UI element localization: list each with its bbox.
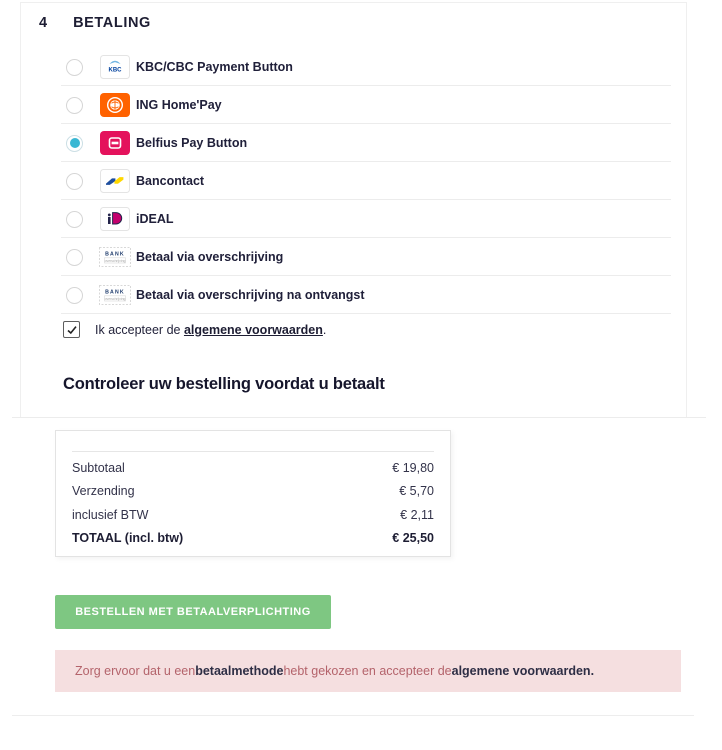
radio-button[interactable]: [66, 249, 83, 266]
checkmark-icon: [66, 324, 78, 336]
step-number: 4: [39, 15, 48, 31]
bank-transfer-logo-icon: [97, 247, 133, 267]
kbc-logo-text: KBC: [108, 67, 122, 74]
radio-button[interactable]: [66, 59, 83, 76]
payment-option-label: Bancontact: [136, 174, 205, 188]
section-title: BETALING: [73, 15, 151, 31]
payment-option-ing[interactable]: [21, 86, 686, 124]
radio-button[interactable]: [66, 211, 83, 228]
order-summary-box: [55, 430, 451, 557]
ideal-logo-icon: [97, 207, 133, 231]
ing-logo-icon: [97, 93, 133, 117]
radio-button[interactable]: [66, 287, 83, 304]
warning-emphasis-terms: algemene voorwaarden: [451, 664, 591, 678]
summary-top-rule: [72, 451, 434, 452]
summary-value: € 5,70: [399, 484, 434, 499]
terms-text-after: .: [322, 322, 327, 337]
payment-option-label: ING Home'Pay: [136, 98, 222, 112]
summary-label: Verzending: [72, 484, 135, 499]
payment-option-label: Betaal via overschrijving na ontvangst: [136, 288, 365, 302]
kbc-logo-icon: [97, 55, 133, 79]
payment-option-bank-transfer-after-receipt[interactable]: [21, 276, 686, 314]
radio-button[interactable]: [66, 97, 83, 114]
payment-option-label: KBC/CBC Payment Button: [136, 60, 293, 74]
warning-text: Zorg ervoor dat u een: [75, 664, 196, 678]
bank-logo-text: BANK: [105, 251, 125, 258]
summary-row-vat: [72, 503, 434, 527]
warning-emphasis-payment-method: betaalmethode: [195, 664, 284, 678]
summary-value: € 2,11: [400, 507, 434, 522]
terms-text-before: Ik accepteer de: [95, 322, 184, 337]
summary-value: € 19,80: [392, 460, 434, 475]
summary-row-subtotal: [72, 456, 434, 480]
section-divider-line: [12, 417, 706, 418]
terms-link[interactable]: algemene voorwaarden: [183, 322, 323, 337]
bancontact-logo-icon: [97, 169, 133, 193]
divider: [61, 313, 671, 314]
payment-section: [20, 2, 687, 417]
payment-method-list: [21, 48, 686, 314]
summary-total-value: € 25,50: [392, 531, 434, 546]
terms-row: [63, 321, 326, 338]
payment-option-label: Betaal via overschrijving: [136, 250, 284, 264]
review-order-heading: Controleer uw bestelling voordat u betaalt: [63, 375, 385, 393]
belfius-logo-icon: [97, 131, 133, 155]
radio-button[interactable]: [66, 173, 83, 190]
payment-option-belfius[interactable]: [21, 124, 686, 162]
payment-option-ideal[interactable]: [21, 200, 686, 238]
payment-option-bancontact[interactable]: [21, 162, 686, 200]
terms-checkbox-checked[interactable]: [63, 321, 80, 338]
bank-logo-text: BANK: [105, 289, 125, 296]
payment-section-header: [39, 15, 151, 31]
summary-label: Subtotaal: [72, 460, 125, 475]
card-bottom-border: [12, 715, 694, 716]
payment-option-bank-transfer[interactable]: [21, 238, 686, 276]
warning-period: .: [590, 664, 595, 678]
payment-option-label: Belfius Pay Button: [136, 136, 248, 150]
summary-row-shipping: [72, 480, 434, 504]
summary-row-total: [72, 527, 434, 551]
radio-button-selected[interactable]: [66, 135, 83, 152]
summary-total-label: TOTAAL (incl. btw): [72, 531, 184, 546]
payment-option-label: iDEAL: [136, 212, 174, 226]
payment-warning-alert: [55, 650, 681, 692]
warning-text: hebt gekozen en accepteer de: [283, 664, 452, 678]
summary-label: inclusief BTW: [72, 507, 149, 522]
terms-label: [95, 323, 326, 337]
bank-logo-subtext: overschrijving: [104, 258, 126, 263]
bank-logo-subtext: overschrijving: [104, 296, 126, 301]
place-order-button[interactable]: BESTELLEN MET BETAALVERPLICHTING: [55, 595, 331, 629]
bank-transfer-logo-icon: [97, 285, 133, 305]
payment-option-kbc[interactable]: [21, 48, 686, 86]
